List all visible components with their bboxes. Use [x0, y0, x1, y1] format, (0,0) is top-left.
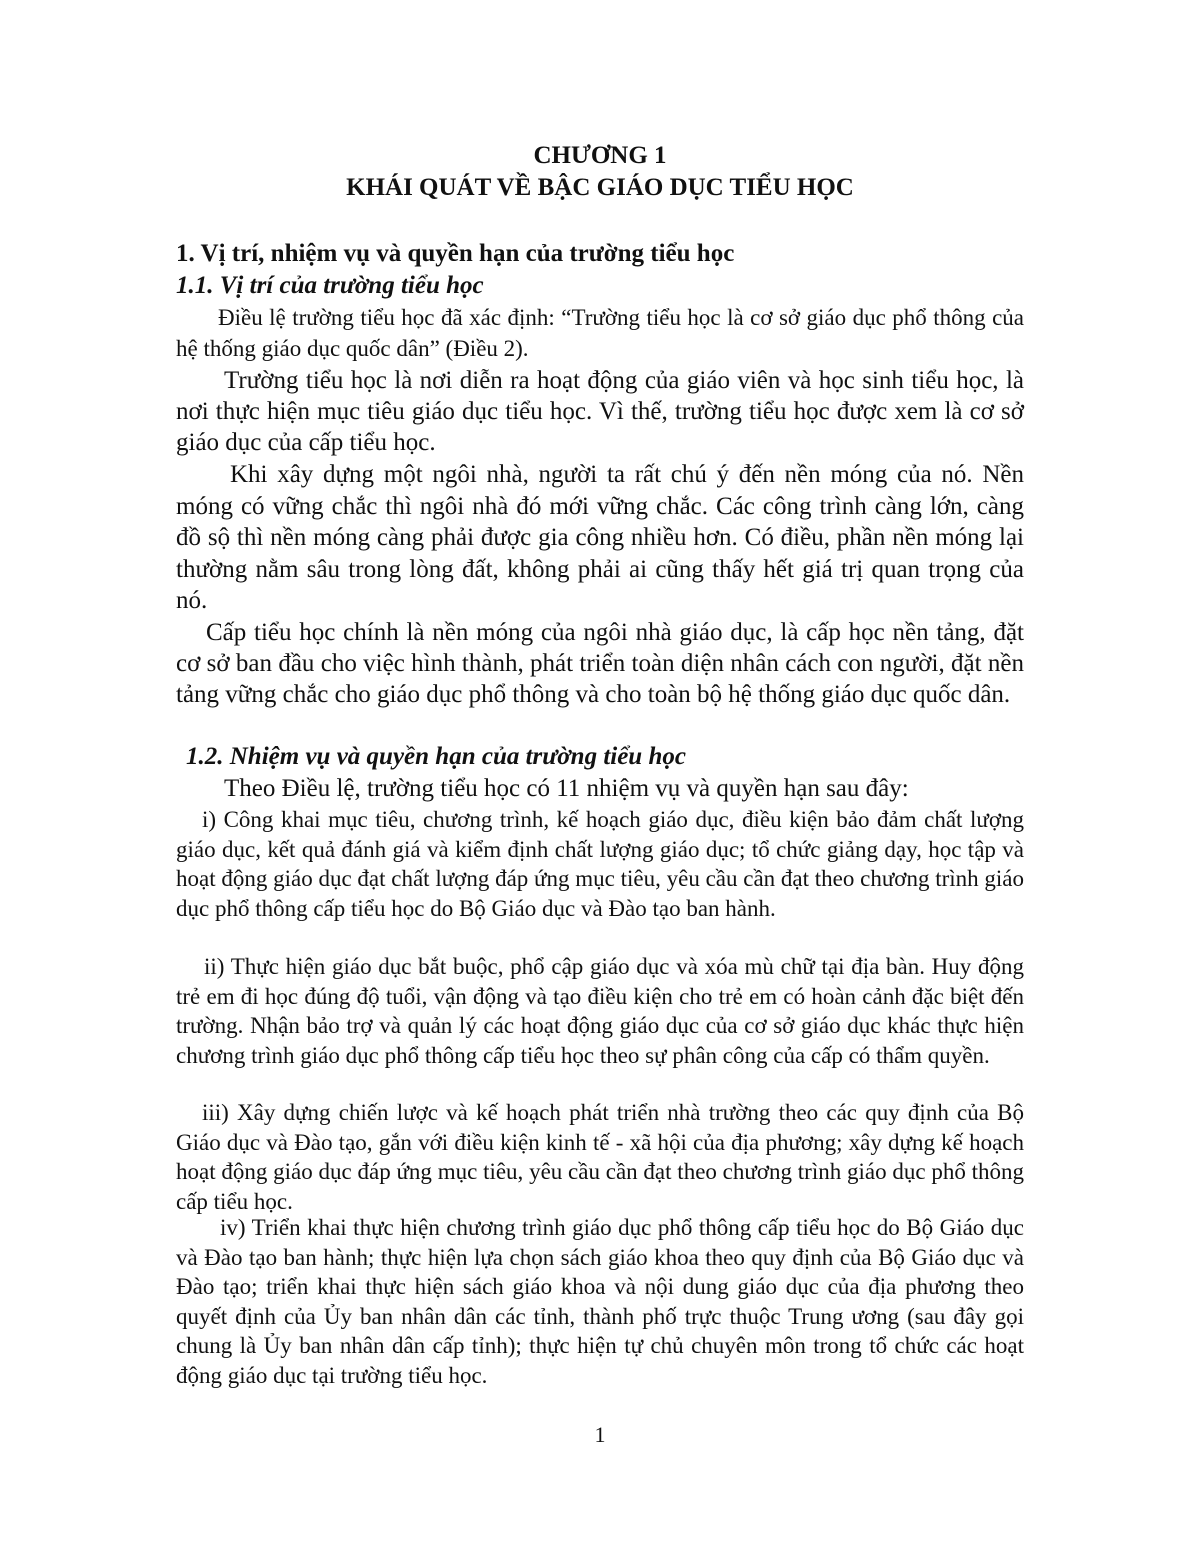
subsection-title-1-1: 1.1. Vị trí của trường tiểu học [176, 272, 484, 299]
document-page [176, 140, 1024, 1388]
paragraph-3: Khi xây dựng một ngôi nhà, người ta rất chú ý đến nền móng của nó. Nền móng có vững chắc thì ngôi nhà đó mới vững chắc. Các công trình càng lớn, càng đồ sộ thì nền móng càng phải được gia công nhiều hơn. Có điều, phần nền móng lại thường nằm sâu trong lòng đất, không phải ai cũng thấy hết giá trị quan trọng của nó. [176, 461, 1024, 614]
list-item-i: i) Công khai mục tiêu, chương trình, kế hoạch giáo dục, điều kiện bảo đảm chất lượng giáo dục, kết quả đánh giá và kiểm định chất lượng giáo dục; tổ chức giảng dạy, học tập và hoạt động giáo dục đạt chất lượng đáp ứng mục tiêu, yêu cầu cần đạt theo chương trình giáo dục phổ thông cấp tiểu học do Bộ Giáo dục và Đào tạo ban hành. [176, 807, 1024, 921]
chapter-heading [176, 140, 1024, 204]
paragraph-2: Trường tiểu học là nơi diễn ra hoạt động của giáo viên và học sinh tiểu học, là nơi thực hiện mục tiêu giáo dục tiểu học. Vì thế, trường tiểu học được xem là cơ sở giáo dục của cấp tiểu học. [176, 367, 1024, 456]
list-item-iv: iv) Triển khai thực hiện chương trình giáo dục phổ thông cấp tiểu học do Bộ Giáo dục và Đào tạo ban hành; thực hiện lựa chọn sách giáo khoa theo quy định của Bộ Giáo dục và Đào tạo; triển khai thực hiện sách giáo khoa và nội dung giáo dục của địa phương theo quyết định của Ủy ban nhân dân các tỉnh, thành phố trực thuộc Trung ương (sau đây gọi chung là Ủy ban nhân dân cấp tỉnh); thực hiện tự chủ chuyên môn trong tổ chức các hoạt động giáo dục tại trường tiểu học. [176, 1215, 1024, 1388]
chapter-number: CHƯƠNG 1 [533, 142, 667, 169]
page-number: 1 [594, 1422, 606, 1447]
list-item-iii: iii) Xây dựng chiến lược và kế hoạch phát triển nhà trường theo các quy định của Bộ Giáo dục và Đào tạo, gắn với điều kiện kinh tế - xã hội của địa phương; xây dựng kế hoạch hoạt động giáo dục đáp ứng mục tiêu, yêu cầu cần đạt theo chương trình giáo dục phổ thông cấp tiểu học. [176, 1100, 1024, 1214]
paragraph-1: Điều lệ trường tiểu học đã xác định: “Trường tiểu học là cơ sở giáo dục phổ thông của hệ thống giáo dục quốc dân” (Điều 2). [176, 305, 1024, 361]
chapter-title: KHÁI QUÁT VỀ BẬC GIÁO DỤC TIỂU HỌC [346, 174, 854, 201]
list-item-ii: ii) Thực hiện giáo dục bắt buộc, phổ cập giáo dục và xóa mù chữ tại địa bàn. Huy động trẻ em đi học đúng độ tuổi, vận động và tạo điều kiện cho trẻ em có hoàn cảnh đặc biệt đến trường. Nhận bảo trợ và quản lý các hoạt động giáo dục của cơ sở giáo dục khác thực hiện chương trình giáo dục phổ thông cấp tiểu học theo sự phân công của cấp có thẩm quyền. [176, 954, 1024, 1068]
paragraph-4: Cấp tiểu học chính là nền móng của ngôi nhà giáo dục, là cấp học nền tảng, đặt cơ sở ban đầu cho việc hình thành, phát triển toàn diện nhân cách con người, đặt nền tảng vững chắc cho giáo dục phổ thông và cho toàn bộ hệ thống giáo dục quốc dân. [176, 619, 1024, 708]
subsection-title-1-2: 1.2. Nhiệm vụ và quyền hạn của trường tiểu học [186, 743, 686, 770]
paragraph-5: Theo Điều lệ, trường tiểu học có 11 nhiệm vụ và quyền hạn sau đây: [224, 775, 909, 802]
section-title: 1. Vị trí, nhiệm vụ và quyền hạn của trường tiểu học [176, 240, 735, 267]
